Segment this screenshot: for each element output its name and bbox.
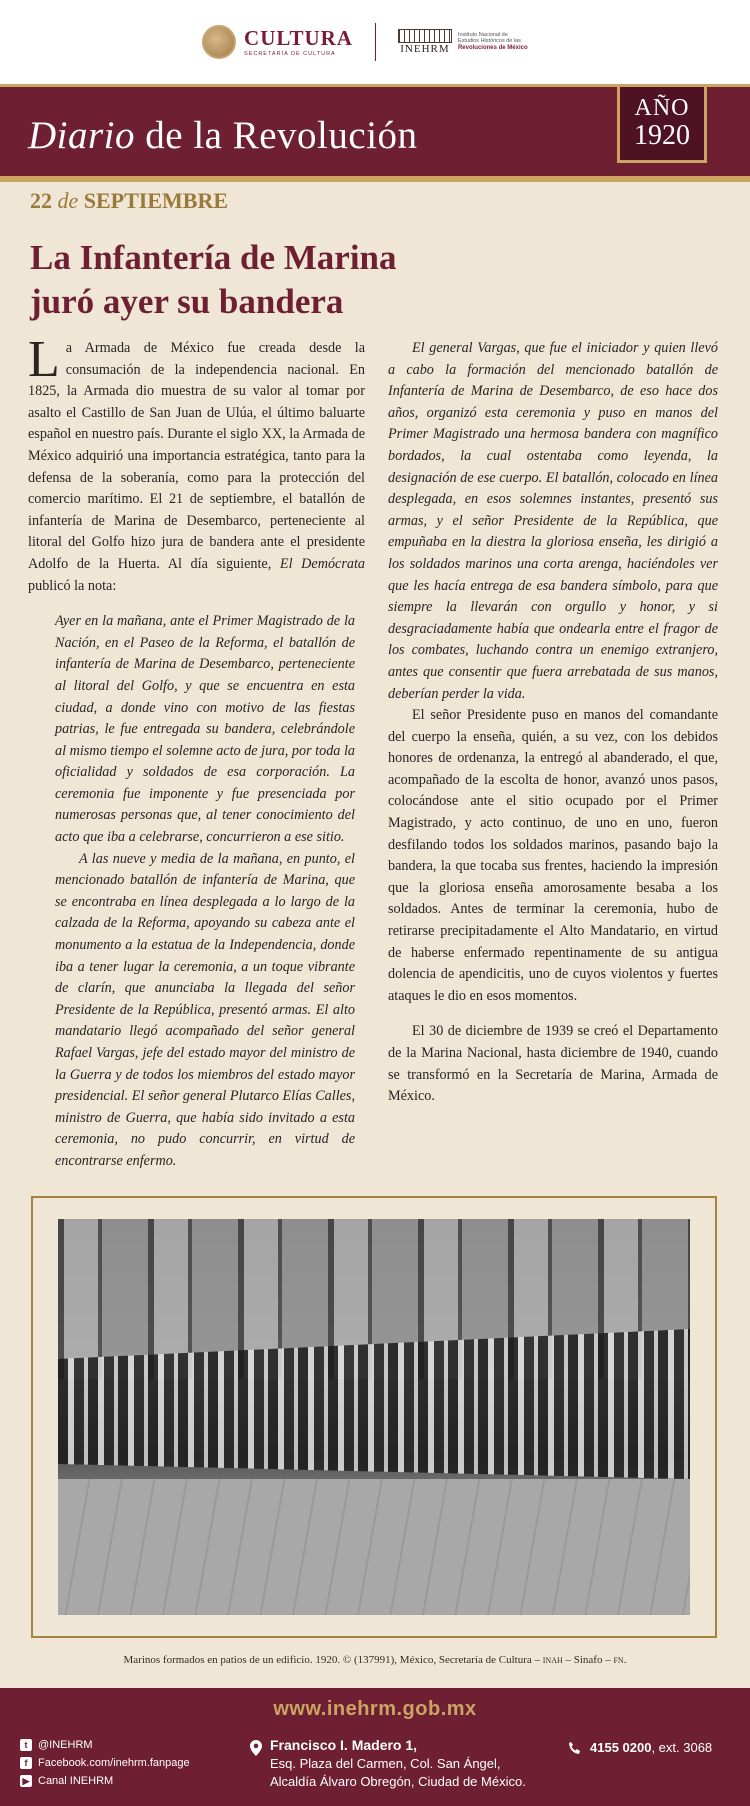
address-street: Francisco I. Madero 1,: [270, 1737, 418, 1753]
cultura-logo[interactable]: [202, 25, 353, 59]
closing-paragraph: El 30 de diciembre de 1939 se creó el Departamento de la Marina Nacional, hasta diciembre de 1940, cuando se transformó en la Secretaría de Marina, Armada de México.: [388, 1023, 718, 1105]
year-label: AÑO: [634, 95, 690, 122]
logo-divider: [375, 23, 376, 61]
footer: [0, 1688, 750, 1806]
inehrm-logo[interactable]: [398, 29, 548, 55]
inehrm-wordmark: INEHRM: [400, 42, 450, 55]
twitter-icon: t: [20, 1739, 32, 1751]
masthead: [0, 84, 750, 176]
address-line: Esq. Plaza del Carmen, Col. San Ángel,: [270, 1756, 501, 1771]
seal-icon: [202, 25, 236, 59]
historic-photo: [58, 1219, 690, 1615]
website-link[interactable]: www.inehrm.gob.mx: [273, 1698, 477, 1720]
masthead-rule: [0, 176, 750, 182]
social-links: [20, 1736, 190, 1790]
facebook-icon: f: [20, 1757, 32, 1769]
phone-contact[interactable]: 4155 0200, ext. 3068: [568, 1740, 712, 1755]
cultura-subtitle: SECRETARÍA DE CULTURA: [244, 50, 336, 57]
quote-paragraph: El señor Presidente puso en manos del comandante del cuerpo la enseña, quién, a su vez, con los debidos honores de ordenanza, la entregó al abanderado, el que, acompañado de la escolta de honor, avanzó unos pasos, colocándose ante el sitio ocupado por el Primer Magistrado, y acto continuo, de uno en uno, fueron desfilando todos los soldados marinos, pasando bajo la bandera, la que tocaba sus frentes, haciendo la impresión que la gloriosa enseña amorosamente besaba a los soldados. Antes de terminar la ceremonia, hubo de retirarse precipitadamente el Alto Mandatario, en virtud de haberse enfermado repentinamente de su antigua dolencia de apendicitis, uno de cuyos violentos y fuertes ataques le dio en esos momentos.: [388, 707, 718, 1004]
twitter-link[interactable]: t @INEHRM: [20, 1736, 190, 1754]
newspaper-quote: [28, 611, 365, 1172]
top-logo-bar: [0, 0, 750, 84]
year-value: 1920: [634, 120, 690, 152]
masthead-title: Diario de la Revolución: [28, 114, 418, 157]
page-title: La Infantería de Marina juró ayer su bandera: [30, 238, 397, 321]
quote-paragraph: Ayer en la mañana, ante el Primer Magistrado de la Nación, en el Paseo de la Reforma, el batallón de infantería de Marina de Desembarco, perteneciente al litoral del Golfo, y que se encuentra en esta ciudad, a donde vino con motivo de las fiestas patrias, le fue entregada su bandera, celebrándole al mismo tiempo el solemne acto de jura, por toda la oficialidad y soldados de esa corporación. La ceremonia fue imponente y fue presenciada por numerosas personas que, al tener conocimiento del acto que iba a celebrarse, concurrieron a ese sitio.: [55, 613, 355, 846]
drop-cap: L: [28, 331, 60, 388]
article-column-right: [388, 338, 718, 1108]
inehrm-building-icon: [398, 29, 452, 43]
inehrm-description: Instituto Nacional de Estudios Históricos de las Revoluciones de México: [457, 31, 528, 51]
photo-caption: Marinos formados en patios de un edificio. 1920. © (137991), México, Secretaría de Cultura – inah – Sinafo – fn.: [123, 1654, 627, 1666]
article-column-left: [28, 331, 365, 1173]
cultura-wordmark: CULTURA: [244, 25, 353, 50]
youtube-link[interactable]: ▶ Canal INEHRM: [20, 1772, 190, 1790]
quote-paragraph: El general Vargas, que fue el iniciador y quien llevó a cabo la formación del mencionado batallón de Infantería de Marina de Desembarco, de eso hace dos años, organizó esta ceremonia y puso en manos del Primer Magistrado una hermosa bandera con magnífico bordados, la cual ostentaba como leyenda, la designación de ese cuerpo. El batallón, colocado en línea desplegada, en esos solemnes instantes, presentó sus armas, y el señor Presidente de la República, que empuñaba en la diestra la gloriosa enseña, les dirigió a los soldados marinos una corta arenga, haciéndoles ver que les hacía entrega de esa bandera símbolo, para que siempre la llevarán con orgullo y honor, y si desgraciadamente había que ondearla entre el fragor de los combates, luchando contra un enemigo extranjero, antes que consentir que fuera arrebatada de sus manos, deberían perder la vida.: [388, 340, 718, 702]
quote-paragraph: A las nueve y media de la mañana, en punto, el mencionado batallón de infantería de Marina, que se encontraba en línea desplegada a lo largo de la calzada de la Reforma, apoyando su cabeza ante el monumento a la estatua de la Independencia, donde iba a tener lugar la ceremonia, a un toque vibrante de clarín, que anunciaba la llegada del señor Presidente de la República, presentó armas. El alto mandatario llegó acompañado del señor general Rafael Vargas, jefe del estado mayor del ministro de la Guerra y de todos los miembros del estado mayor presidencial. El señor general Plutarco Elías Calles, ministro de Guerra, que había sido invitado a esta ceremonia, no pudo concurrir, en virtud de encontrarse enfermo.: [55, 850, 356, 1169]
intro-paragraph: La Armada de México fue creada desde la consumación de la independencia nacional. En 1825, la Armada dio muestra de su valor al tomar por asalto el Castillo de San Juan de Ulúa, el último baluarte español en nuestro país. Durante el siglo XX, la Armada de México adquirió una importancia estratégica, tanto para la defensa de la soberanía, como para la protección del comercio marítimo. El 21 de septiembre, el batallón de infantería de Marina de Desembarco, perteneciente al litoral del Golfo hizo jura de bandera ante el presidente Adolfo de la Huerta. Al día siguiente, El Demócrata publicó la nota:: [28, 331, 365, 594]
article-date: 22 de SEPTIEMBRE: [30, 188, 229, 213]
facebook-link[interactable]: f Facebook.com/inehrm.fanpage: [20, 1754, 190, 1772]
address-block: [250, 1736, 526, 1791]
phone-icon: [568, 1741, 582, 1755]
location-pin-icon: [250, 1740, 262, 1756]
year-badge: [617, 87, 707, 163]
address-line: Alcaldía Álvaro Obregón, Ciudad de México.: [270, 1774, 526, 1789]
youtube-icon: ▶: [20, 1775, 32, 1787]
